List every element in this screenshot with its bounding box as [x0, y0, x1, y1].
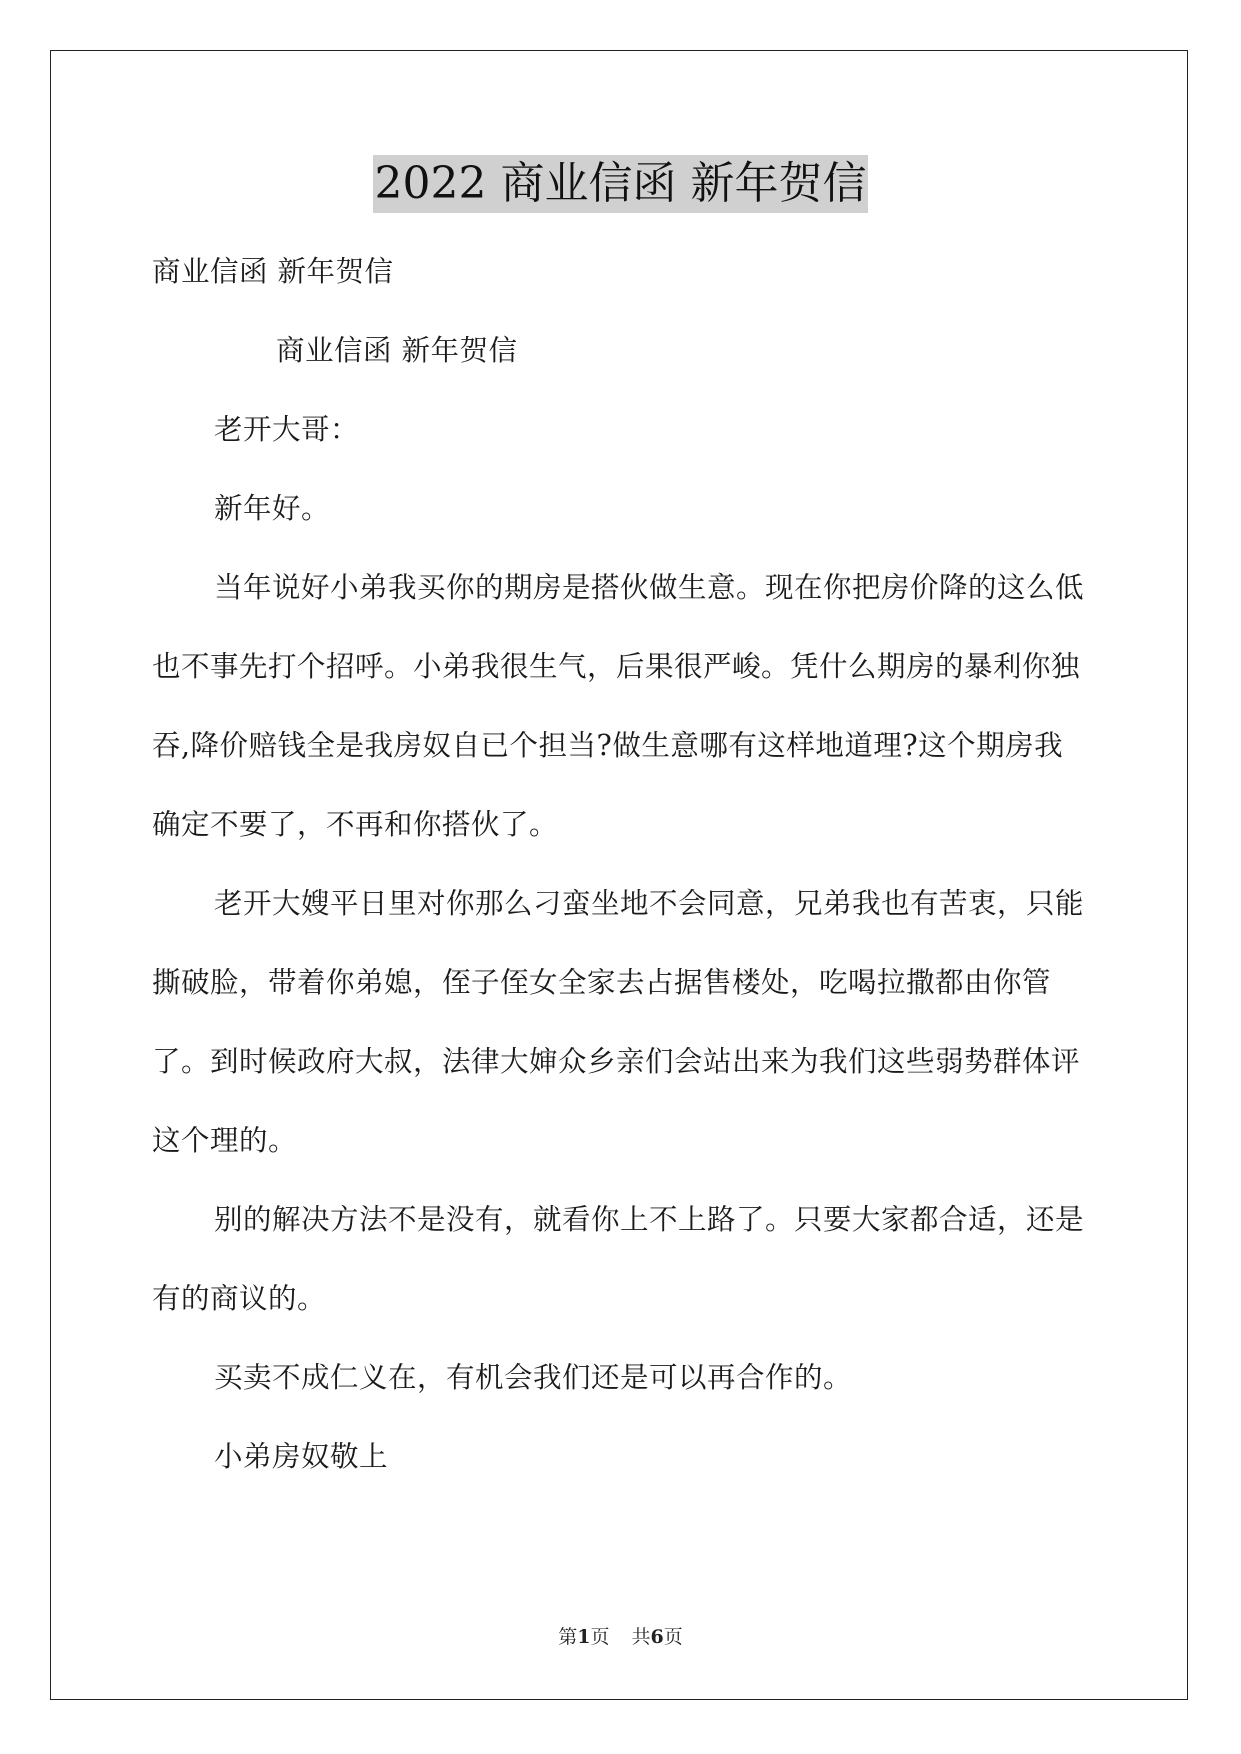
document-title: 2022 商业信函 新年贺信 — [373, 155, 869, 213]
document-body — [152, 232, 1092, 1496]
total-pages: 6 — [650, 1626, 664, 1648]
title-container — [0, 155, 1241, 213]
paragraph: 老开大嫂平日里对你那么刁蛮坐地不会同意，兄弟我也有苦衷，只能撕破脸，带着你弟媳，侄子侄女全家去占据售楼处，吃喝拉撒都由你管了。到时候政府大叔，法律大婶众乡亲们会站出来为我们这些弱势群体评这个理的。 — [152, 887, 1085, 1157]
signature: 小弟房奴敬上 — [214, 1440, 389, 1473]
page-footer — [0, 1622, 1241, 1649]
page-number: 1 — [577, 1626, 591, 1648]
total-prefix: 共 — [631, 1626, 651, 1648]
page-suffix: 页 — [590, 1626, 610, 1648]
indented-heading: 商业信函 新年贺信 — [276, 334, 518, 367]
total-suffix: 页 — [663, 1626, 683, 1648]
greeting: 新年好。 — [214, 492, 331, 525]
page-prefix: 第 — [558, 1626, 578, 1648]
paragraph: 别的解决方法不是没有，就看你上不上路了。只要大家都合适，还是有的商议的。 — [152, 1203, 1085, 1315]
subtitle: 商业信函 新年贺信 — [152, 255, 394, 288]
paragraph: 买卖不成仁义在，有机会我们还是可以再合作的。 — [214, 1361, 853, 1394]
paragraph: 当年说好小弟我买你的期房是搭伙做生意。现在你把房价降的这么低也不事先打个招呼。小弟我很生气，后果很严峻。凭什么期房的暴利你独吞,降价赔钱全是我房奴自已个担当?做生意哪有这样地道理?这个期房我确定不要了，不再和你搭伙了。 — [152, 571, 1085, 841]
salutation: 老开大哥： — [214, 413, 360, 446]
